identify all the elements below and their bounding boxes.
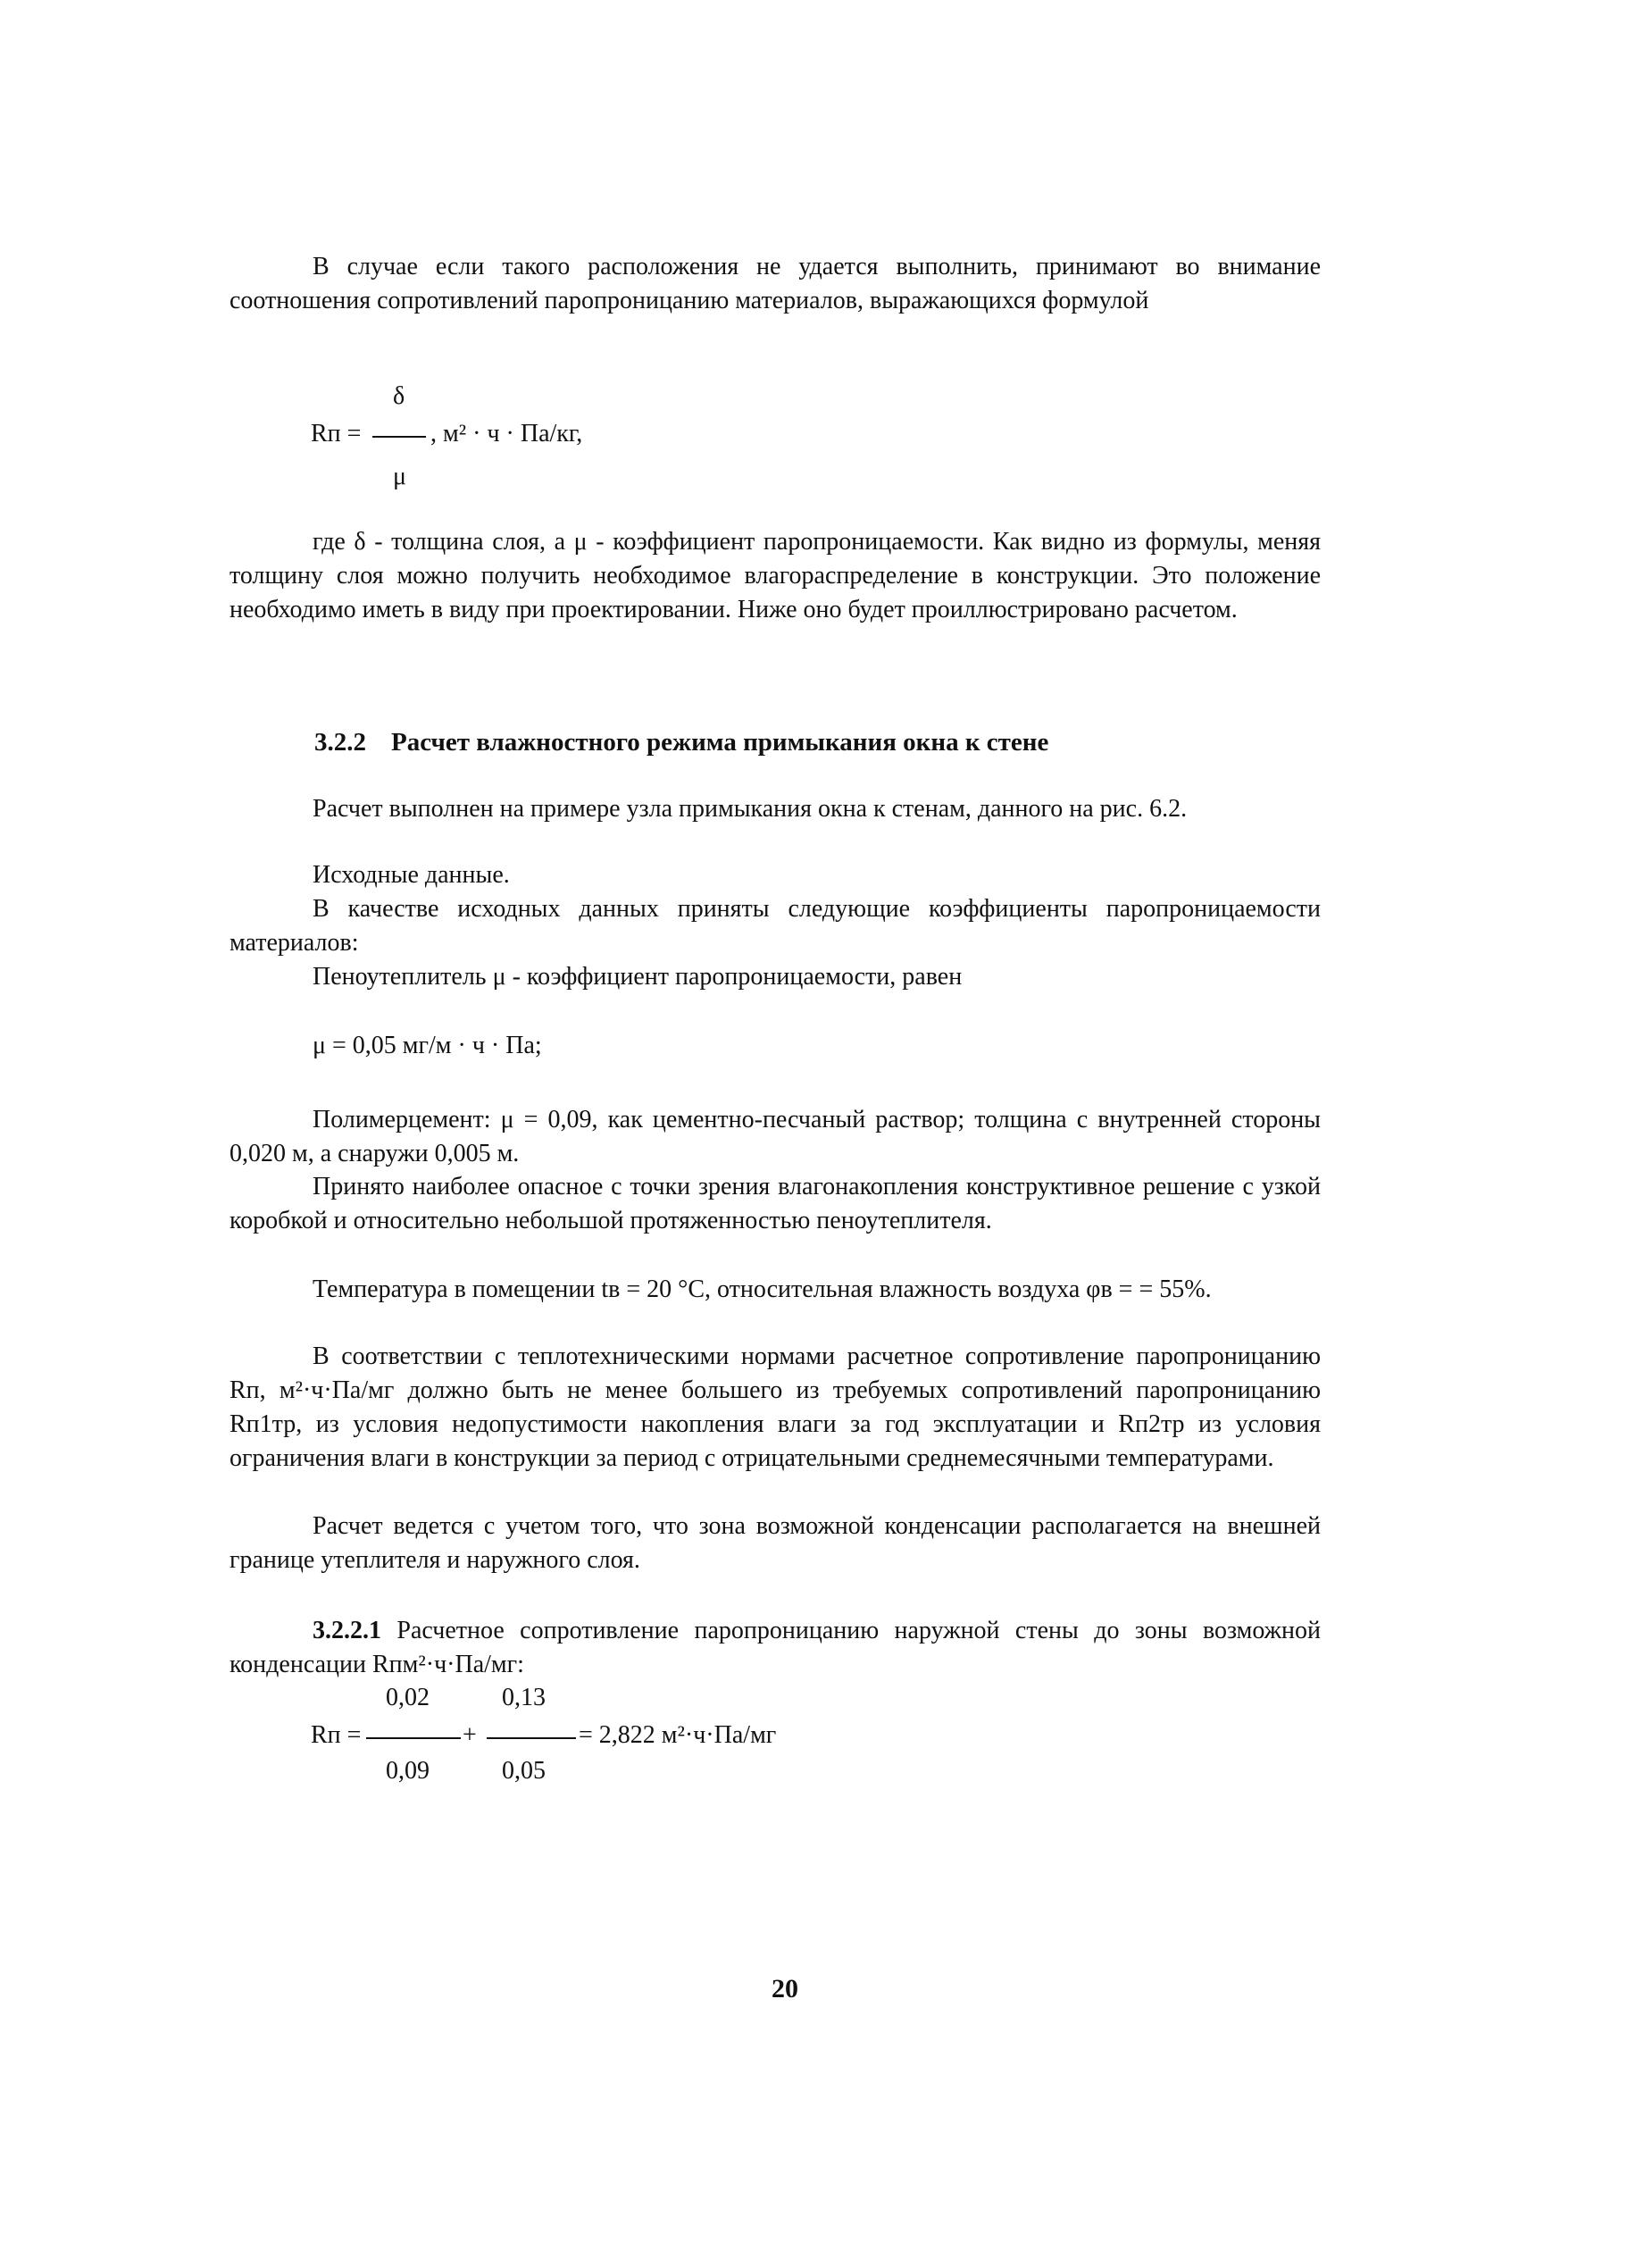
paragraph-source-data: Исходные данные.	[313, 861, 510, 889]
heading-title: Расчет влажностного режима примыкания окна к стене	[391, 728, 1049, 757]
paragraph-coefficients: В качестве исходных данных приняты следующие коэффициенты паропроницаемости материалов:	[229, 895, 1321, 957]
formula1-numerator: δ	[393, 382, 405, 410]
fraction-bar-1	[366, 1737, 461, 1739]
paragraph-zone: Расчет ведется с учетом того, что зона возможной конденсации располагается на внешней границе утеплителя и наружного слоя.	[229, 1512, 1321, 1574]
paragraph-intro: В случае если такого расположения не удается выполнить, принимают во внимание соотношения сопротивлений паропроницанию материалов, выражающихся формулой	[229, 253, 1321, 314]
formula2-den2: 0,05	[502, 1757, 546, 1785]
page-number: 20	[772, 1974, 798, 2003]
formula1-lhs: Rп =	[311, 420, 362, 447]
section-heading	[314, 728, 1048, 757]
heading-number: 3.2.2	[314, 728, 366, 757]
paragraph-foam: Пеноутеплитель μ - коэффициент паропроницаемости, равен	[313, 963, 963, 991]
subsection-text: Расчетное сопротивление паропроницанию наружной стены до зоны возможной конденсации Rпм²·ч·Па/мг:	[229, 1617, 1321, 1678]
paragraph-temperature: Температура в помещении tв = 20 °С, относительная влажность воздуха φв = = 55%.	[313, 1276, 1212, 1303]
formula2-lhs: Rп =	[311, 1721, 362, 1749]
paragraph-solution: Принято наиболее опасное с точки зрения влагонакопления конструктивное решение с узкой коробкой и относительно небольшой протяженностью пеноутеплителя.	[229, 1173, 1321, 1234]
fraction-bar	[372, 436, 426, 438]
paragraph-subsection	[229, 1614, 1321, 1682]
formula1-denominator: μ	[393, 463, 407, 490]
formula2-num1: 0,02	[386, 1684, 430, 1711]
formula2-result: = 2,822 м²·ч·Па/мг	[579, 1721, 777, 1749]
formula2-den1: 0,09	[386, 1757, 430, 1785]
paragraph-norms: В соответствии с теплотехническими нормами расчетное сопротивление паропроницанию Rп, м²·ч·Па/мг должно быть не менее большего из требуемых сопротивлений паропроницанию Rп1тр, из условия недопустимости накопления влаги за год эксплуатации и Rп2тр из условия ограничения влаги в конструкции за период с отрицательными среднемесячными температурами.	[229, 1342, 1321, 1472]
paragraph-where: где δ - толщина слоя, а μ - коэффициент паропроницаемости. Как видно из формулы, меняя толщину слоя можно получить необходимое влагораспределение в конструкции. Это положение необходимо иметь в виду при проектировании. Ниже оно будет проиллюстрировано расчетом.	[229, 528, 1321, 623]
paragraph-polymer-cement: Полимерцемент: μ = 0,09, как цементно-песчаный раствор; толщина с внутренней стороны 0,020 м, а снаружи 0,005 м.	[229, 1106, 1321, 1167]
subsection-number: 3.2.2.1	[313, 1617, 381, 1644]
formula2-num2: 0,13	[502, 1684, 546, 1711]
paragraph-calc-example: Расчет выполнен на примере узла примыкания окна к стенам, данного на рис. 6.2.	[313, 795, 1188, 823]
formula2-plus: +	[463, 1721, 477, 1749]
formula1-units: , м² · ч · Па/кг,	[430, 420, 583, 447]
paragraph-mu-value: μ = 0,05 мг/м · ч · Па;	[313, 1032, 542, 1059]
fraction-bar-2	[487, 1737, 576, 1739]
